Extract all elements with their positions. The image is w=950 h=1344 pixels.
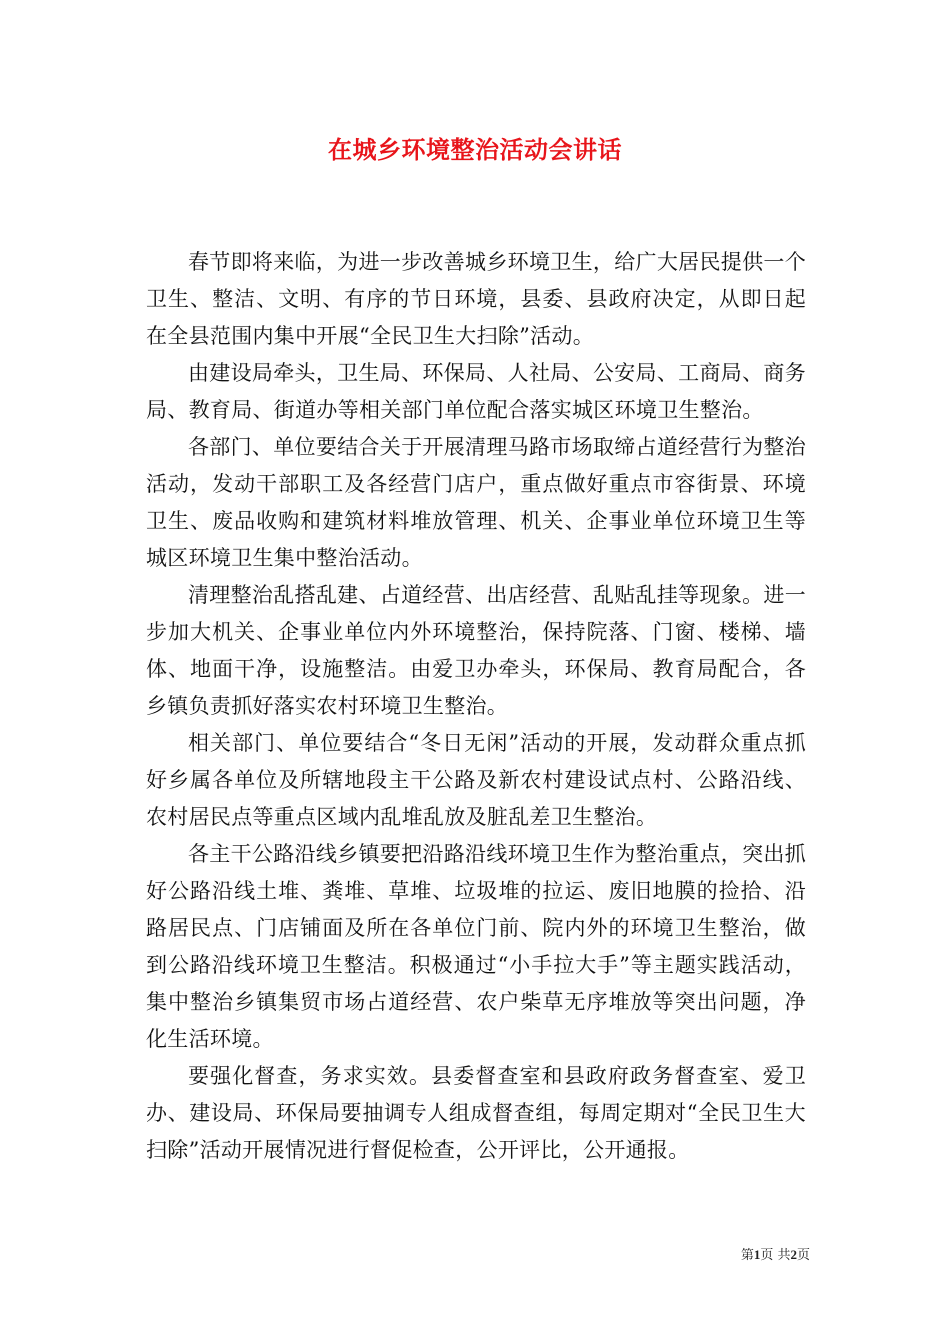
- current-page-number: 1: [753, 1247, 761, 1262]
- paragraph-3: 各部门、单位要结合关于开展清理马路市场取缔占道经营行为整治活动，发动干部职工及各经营门店户，重点做好重点市容街景、环境卫生、废品收购和建筑材料堆放管理、机关、企事业单位环境卫生等城区环境卫生集中整治活动。: [146, 435, 806, 570]
- total-page-number: 2: [790, 1247, 797, 1262]
- footer-middle: 页 共: [760, 1248, 791, 1263]
- paragraph-1: 春节即将来临，为进一步改善城乡环境卫生，给广大居民提供一个卫生、整洁、文明、有序的节日环境，县委、县政府决定，从即日起在全县范围内集中开展“全民卫生大扫除”活动。: [146, 250, 806, 348]
- footer-suffix: 页: [796, 1248, 810, 1263]
- footer-prefix: 第: [740, 1248, 754, 1263]
- paragraph-4: 清理整治乱搭乱建、占道经营、出店经营、乱贴乱挂等现象。进一步加大机关、企事业单位内外环境整治，保持院落、门窗、楼梯、墙体、地面干净，设施整洁。由爱卫办牵头，环保局、教育局配合，各乡镇负责抓好落实农村环境卫生整治。: [146, 583, 806, 718]
- paragraph-5: 相关部门、单位要结合“冬日无闲”活动的开展，发动群众重点抓好乡属各单位及所辖地段主干公路及新农村建设试点村、公路沿线、农村居民点等重点区域内乱堆乱放及脏乱差卫生整治。: [146, 731, 806, 829]
- document-body: [146, 244, 806, 1169]
- paragraph-2: 由建设局牵头，卫生局、环保局、人社局、公安局、工商局、商务局、教育局、街道办等相关部门单位配合落实城区环境卫生整治。: [146, 361, 806, 422]
- document-title: 在城乡环境整治活动会讲话: [328, 135, 622, 164]
- paragraph-6: 各主干公路沿线乡镇要把沿路沿线环境卫生作为整治重点，突出抓好公路沿线土堆、粪堆、草堆、垃圾堆的拉运、废旧地膜的捡拾、沿路居民点、门店铺面及所在各单位门前、院内外的环境卫生整治，做到公路沿线环境卫生整洁。积极通过“小手拉大手”等主题实践活动，集中整治乡镇集贸市场占道经营、农户柴草无序堆放等突出问题，净化生活环境。: [146, 842, 806, 1051]
- page-number-footer: [741, 1246, 810, 1265]
- paragraph-7: 要强化督查，务求实效。县委督查室和县政府政务督查室、爱卫办、建设局、环保局要抽调专人组成督查组，每周定期对“全民卫生大扫除”活动开展情况进行督促检查，公开评比，公开通报。: [146, 1064, 806, 1162]
